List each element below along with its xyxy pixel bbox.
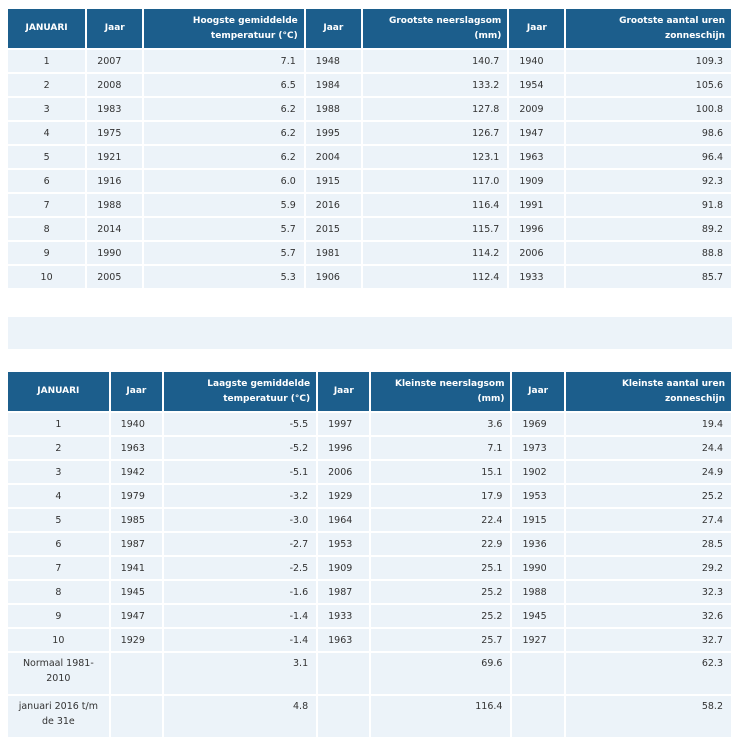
table-cell: 1975: [87, 122, 142, 144]
table-cell: [111, 653, 162, 694]
table-cell: -5.5: [164, 413, 316, 435]
table-cell: 126.7: [363, 122, 507, 144]
low-records-table: [6, 370, 732, 739]
table-cell: 92.3: [566, 170, 731, 192]
table-cell: 123.1: [363, 146, 507, 168]
table-cell: 28.5: [566, 533, 731, 555]
table-cell: 17.9: [371, 485, 510, 507]
table-cell: 117.0: [363, 170, 507, 192]
table-cell: 1963: [111, 437, 162, 459]
table-cell: 6.0: [144, 170, 303, 192]
table-cell: 1988: [512, 581, 563, 603]
col-header-jaar: Jaar: [509, 9, 564, 48]
low-records-body: [8, 413, 731, 737]
table-cell: 2015: [306, 218, 361, 240]
table-cell: 1988: [87, 194, 142, 216]
table-cell: 1927: [512, 629, 563, 651]
table-cell: -1.6: [164, 581, 316, 603]
table-cell: 2: [8, 74, 85, 96]
col-header-kleinste-neerslag: Kleinste neerslagsom (mm): [371, 372, 510, 411]
table-cell: 96.4: [566, 146, 731, 168]
col-header-januari: JANUARI: [8, 372, 109, 411]
table-row: [8, 98, 731, 120]
table-cell: 1916: [87, 170, 142, 192]
table-cell: 1963: [509, 146, 564, 168]
table-cell: 1963: [318, 629, 369, 651]
table-cell: 1991: [509, 194, 564, 216]
table-cell: 1948: [306, 50, 361, 72]
table-cell: 5: [8, 146, 85, 168]
table-row: [8, 629, 731, 651]
table-cell: 25.1: [371, 557, 510, 579]
table-cell: 1990: [512, 557, 563, 579]
table-cell: 1940: [111, 413, 162, 435]
table-row: [8, 437, 731, 459]
table-row: [8, 533, 731, 555]
col-header-januari: JANUARI: [8, 9, 85, 48]
table-cell: 85.7: [566, 266, 731, 288]
table-cell: 1915: [306, 170, 361, 192]
table-cell: 1906: [306, 266, 361, 288]
table-cell: 1985: [111, 509, 162, 531]
table-cell: 2006: [509, 242, 564, 264]
table-cell: 1915: [512, 509, 563, 531]
table-cell: 5.7: [144, 218, 303, 240]
table-cell: -5.2: [164, 437, 316, 459]
table-cell: 1995: [306, 122, 361, 144]
table-cell: 10: [8, 629, 109, 651]
table-cell: 22.4: [371, 509, 510, 531]
table-cell: 1969: [512, 413, 563, 435]
table-cell: 7: [8, 557, 109, 579]
table-cell: 105.6: [566, 74, 731, 96]
table-cell: 2016: [306, 194, 361, 216]
table-cell: 2009: [509, 98, 564, 120]
table-cell: 69.6: [371, 653, 510, 694]
table-cell: 7.1: [371, 437, 510, 459]
table-cell: 1945: [111, 581, 162, 603]
table-cell: 1953: [318, 533, 369, 555]
table-cell: -1.4: [164, 629, 316, 651]
table-cell: 62.3: [566, 653, 731, 694]
table-cell: 29.2: [566, 557, 731, 579]
table-cell: 133.2: [363, 74, 507, 96]
table-cell: 2005: [87, 266, 142, 288]
col-header-laagste-temperatuur: Laagste gemiddelde temperatuur (°C): [164, 372, 316, 411]
table-cell: 2004: [306, 146, 361, 168]
table-cell: 1: [8, 50, 85, 72]
table-row: [8, 485, 731, 507]
table-row: [8, 557, 731, 579]
table-cell: 4: [8, 122, 85, 144]
table-row: [8, 242, 731, 264]
table-cell: -5.1: [164, 461, 316, 483]
table-cell: 22.9: [371, 533, 510, 555]
table-cell: 2014: [87, 218, 142, 240]
table-cell: 5.9: [144, 194, 303, 216]
table-cell: -3.2: [164, 485, 316, 507]
col-header-jaar: Jaar: [87, 9, 142, 48]
table-cell: 32.6: [566, 605, 731, 627]
table-cell: 114.2: [363, 242, 507, 264]
table-cell: 9: [8, 242, 85, 264]
table-header-row: [8, 372, 731, 411]
table-cell: 1987: [111, 533, 162, 555]
table-cell: 1997: [318, 413, 369, 435]
table-cell: 15.1: [371, 461, 510, 483]
table-cell: Normaal 1981-2010: [8, 653, 109, 694]
table-cell: 1979: [111, 485, 162, 507]
table-cell: 1933: [509, 266, 564, 288]
table-cell: 1984: [306, 74, 361, 96]
table-cell: 112.4: [363, 266, 507, 288]
table-cell: [512, 653, 563, 694]
table-cell: 91.8: [566, 194, 731, 216]
table-cell: [318, 653, 369, 694]
table-cell: 1983: [87, 98, 142, 120]
table-cell: 1953: [512, 485, 563, 507]
table-cell: 116.4: [363, 194, 507, 216]
table-cell: 6.5: [144, 74, 303, 96]
table-row: [8, 122, 731, 144]
table-cell: 7.1: [144, 50, 303, 72]
table-cell: 24.4: [566, 437, 731, 459]
table-row: [8, 509, 731, 531]
summary-row: [8, 696, 731, 737]
table-cell: 109.3: [566, 50, 731, 72]
table-cell: 140.7: [363, 50, 507, 72]
table-cell: [111, 696, 162, 737]
col-header-jaar: Jaar: [512, 372, 563, 411]
table-cell: 6: [8, 170, 85, 192]
table-cell: -2.7: [164, 533, 316, 555]
table-row: [8, 605, 731, 627]
table-cell: 58.2: [566, 696, 731, 737]
table-row: [8, 581, 731, 603]
col-header-jaar: Jaar: [306, 9, 361, 48]
table-cell: 1947: [509, 122, 564, 144]
table-row: [8, 413, 731, 435]
summary-row: [8, 653, 731, 694]
table-row: [8, 461, 731, 483]
table-cell: 24.9: [566, 461, 731, 483]
table-row: [8, 218, 731, 240]
table-cell: 32.3: [566, 581, 731, 603]
table-cell: 4.8: [164, 696, 316, 737]
table-cell: [512, 696, 563, 737]
table-cell: -1.4: [164, 605, 316, 627]
table-cell: 1987: [318, 581, 369, 603]
table-cell: 25.7: [371, 629, 510, 651]
table-cell: 88.8: [566, 242, 731, 264]
table-cell: 1921: [87, 146, 142, 168]
table-row: [8, 170, 731, 192]
table-row: [8, 266, 731, 288]
table-cell: 5.3: [144, 266, 303, 288]
table-cell: januari 2016 t/m de 31e: [8, 696, 109, 737]
table-cell: 115.7: [363, 218, 507, 240]
table-cell: 89.2: [566, 218, 731, 240]
table-cell: 1: [8, 413, 109, 435]
table-cell: 19.4: [566, 413, 731, 435]
table-cell: 1945: [512, 605, 563, 627]
table-cell: 1909: [509, 170, 564, 192]
table-cell: 8: [8, 581, 109, 603]
table-cell: 1941: [111, 557, 162, 579]
table-cell: 3.6: [371, 413, 510, 435]
col-header-jaar: Jaar: [318, 372, 369, 411]
table-cell: 4: [8, 485, 109, 507]
table-cell: 6.2: [144, 98, 303, 120]
table-cell: [318, 696, 369, 737]
table-cell: 8: [8, 218, 85, 240]
table-row: [8, 146, 731, 168]
table-cell: 2006: [318, 461, 369, 483]
table-cell: -2.5: [164, 557, 316, 579]
table-cell: 1933: [318, 605, 369, 627]
table-cell: 9: [8, 605, 109, 627]
table-cell: 116.4: [371, 696, 510, 737]
table-cell: 3: [8, 98, 85, 120]
table-cell: 5.7: [144, 242, 303, 264]
col-header-grootste-zonneschijn: Grootste aantal uren zonneschijn: [566, 9, 731, 48]
table-cell: 1942: [111, 461, 162, 483]
table-cell: 1929: [318, 485, 369, 507]
table-cell: 25.2: [371, 605, 510, 627]
table-cell: 1996: [318, 437, 369, 459]
table-cell: 1973: [512, 437, 563, 459]
table-cell: 100.8: [566, 98, 731, 120]
col-header-grootste-neerslag: Grootste neerslagsom (mm): [363, 9, 507, 48]
table-row: [8, 74, 731, 96]
table-cell: -3.0: [164, 509, 316, 531]
table-cell: 7: [8, 194, 85, 216]
table-cell: 3.1: [164, 653, 316, 694]
section-divider: [8, 317, 732, 349]
table-cell: 1996: [509, 218, 564, 240]
table-cell: 25.2: [371, 581, 510, 603]
table-cell: 1947: [111, 605, 162, 627]
table-cell: 1981: [306, 242, 361, 264]
table-row: [8, 194, 731, 216]
top-records-table: [6, 7, 732, 290]
table-cell: 1954: [509, 74, 564, 96]
table-cell: 6.2: [144, 122, 303, 144]
top-records-body: [8, 50, 731, 288]
table-cell: 98.6: [566, 122, 731, 144]
table-cell: 1988: [306, 98, 361, 120]
table-cell: 2008: [87, 74, 142, 96]
table-header-row: [8, 9, 731, 48]
table-row: [8, 50, 731, 72]
table-cell: 2: [8, 437, 109, 459]
table-cell: 1929: [111, 629, 162, 651]
table-cell: 10: [8, 266, 85, 288]
table-cell: 3: [8, 461, 109, 483]
table-cell: 1902: [512, 461, 563, 483]
table-cell: 127.8: [363, 98, 507, 120]
col-header-hoogste-temperatuur: Hoogste gemiddelde temperatuur (°C): [144, 9, 303, 48]
table-cell: 1909: [318, 557, 369, 579]
table-cell: 32.7: [566, 629, 731, 651]
table-cell: 1990: [87, 242, 142, 264]
table-cell: 2007: [87, 50, 142, 72]
table-cell: 6.2: [144, 146, 303, 168]
table-cell: 1936: [512, 533, 563, 555]
table-cell: 6: [8, 533, 109, 555]
col-header-kleinste-zonneschijn: Kleinste aantal uren zonneschijn: [566, 372, 731, 411]
table-cell: 27.4: [566, 509, 731, 531]
col-header-jaar: Jaar: [111, 372, 162, 411]
table-cell: 1964: [318, 509, 369, 531]
table-cell: 1940: [509, 50, 564, 72]
table-cell: 5: [8, 509, 109, 531]
table-cell: 25.2: [566, 485, 731, 507]
